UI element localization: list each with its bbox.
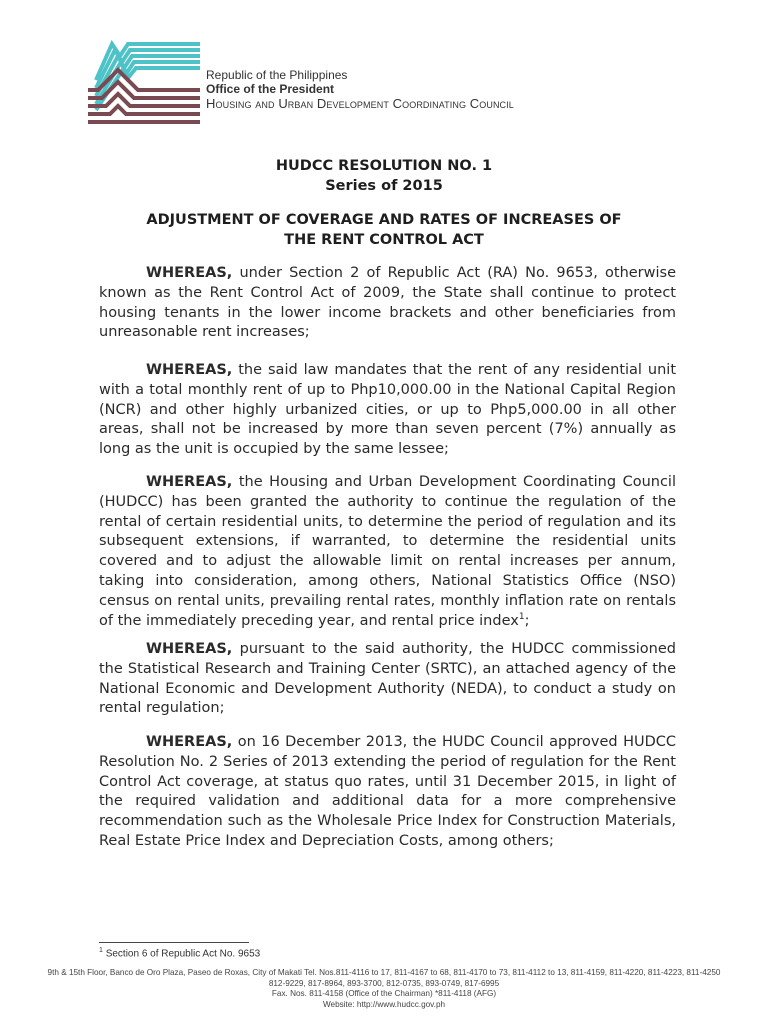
paragraph-text: on 16 December 2013, the HUDC Council approved HUDCC Resolution No. 2 Series of 2013 extending the period of regulation for the Rent Control Act coverage, at status quo rates, until 31 December 2015, in light of the required validation and additional data for a more comprehensive recommendation such as the Wholesale Price Index for Construction Materials, Real Estate Price Index and Depreciation Costs, among others; bbox=[99, 734, 676, 849]
contact-footer bbox=[0, 968, 768, 1010]
paragraph-text: the Housing and Urban Development Coordinating Council (HUDCC) has been granted the authority to continue the regulation of the rental of certain residential units, to determine the period of regulation and its subsequent extensions, if warranted, to determine the residential units covered and to adjust the allowable limit on rental increases per annum, taking into consideration, among others, National Statistics Office (NSO) census on rental units, prevailing rental rates, monthly inflation rate on rentals of the immediately preceding year, and rental price index bbox=[99, 474, 676, 629]
resolution-series: Series of 2015 bbox=[325, 178, 443, 194]
contact-phone-line: 812-9229, 817-8964, 893-3700, 812-0735, 893-0749, 817-6995 bbox=[268, 978, 500, 988]
paragraph-text: the said law mandates that the rent of any residential unit with a total monthly rent of up to Php10,000.00 in the National Capital Region (NCR) and other highly urbanized cities, or up to Php5,000.00 in all other areas, shall not be increased by more than seven percent (7%) annually as long as the unit is occupied by the same lessee; bbox=[99, 362, 677, 458]
paragraph-text: under Section 2 of Republic Act (RA) No. 9653, otherwise known as the Rent Control Act of 2009, the State shall continue to protect housing tenants in the lower income brackets and other beneficiaries from unreasonable rent increases; bbox=[99, 265, 677, 341]
office-line: Office of the President bbox=[206, 82, 335, 96]
whereas-keyword: WHEREAS, bbox=[146, 734, 233, 750]
whereas-keyword: WHEREAS, bbox=[146, 362, 233, 378]
paragraph-text: pursuant to the said authority, the HUDCC commissioned the Statistical Research and Training Center (SRTC), an attached agency of the National Economic and Development Authority (NEDA), to conduct a study on rental regulation; bbox=[99, 641, 676, 717]
council-name: Housing and Urban Development Coordinating Council bbox=[206, 96, 514, 111]
footnote-mark: 1 bbox=[99, 947, 103, 954]
whereas-paragraph bbox=[99, 733, 676, 852]
contact-address-line: 9th & 15th Floor, Banco de Oro Plaza, Paseo de Roxas, City of Makati Tel. Nos.811-4116 to 17, 811-4167 to 68, 811-4170 to 73, 811-4112 to 13, 811-4159, 811-4220, 811-4223, 811-4250 bbox=[47, 968, 721, 977]
resolution-title bbox=[0, 210, 768, 250]
whereas-keyword: WHEREAS, bbox=[146, 474, 233, 490]
paragraph-tail: ; bbox=[524, 612, 530, 629]
resolution-number: HUDCC RESOLUTION NO. 1 bbox=[275, 158, 493, 174]
whereas-paragraph bbox=[99, 640, 676, 719]
title-line-1: ADJUSTMENT OF COVERAGE AND RATES OF INCREASES OF bbox=[146, 212, 622, 228]
whereas-keyword: WHEREAS, bbox=[146, 265, 233, 281]
footnote bbox=[99, 947, 260, 959]
footnote-rule bbox=[99, 942, 249, 943]
whereas-keyword: WHEREAS, bbox=[146, 641, 233, 657]
title-line-2: THE RENT CONTROL ACT bbox=[284, 232, 484, 248]
whereas-paragraph bbox=[99, 264, 676, 343]
republic-line: Republic of the Philippines bbox=[206, 68, 348, 82]
whereas-paragraph bbox=[99, 473, 676, 631]
footnote-text: Section 6 of Republic Act No. 9653 bbox=[105, 948, 261, 960]
footnote-reference[interactable]: 1 bbox=[518, 611, 525, 622]
letterhead-text bbox=[206, 68, 514, 112]
hudcc-logo bbox=[88, 40, 200, 126]
letterhead bbox=[88, 40, 688, 130]
contact-fax-line: Fax. Nos. 811-4158 (Office of the Chairman) *811-4118 (AFG) bbox=[271, 989, 497, 998]
resolution-heading bbox=[0, 156, 768, 196]
contact-website-line[interactable]: Website: http://www.hudcc.gov.ph bbox=[322, 999, 446, 1009]
whereas-paragraph bbox=[99, 361, 676, 460]
